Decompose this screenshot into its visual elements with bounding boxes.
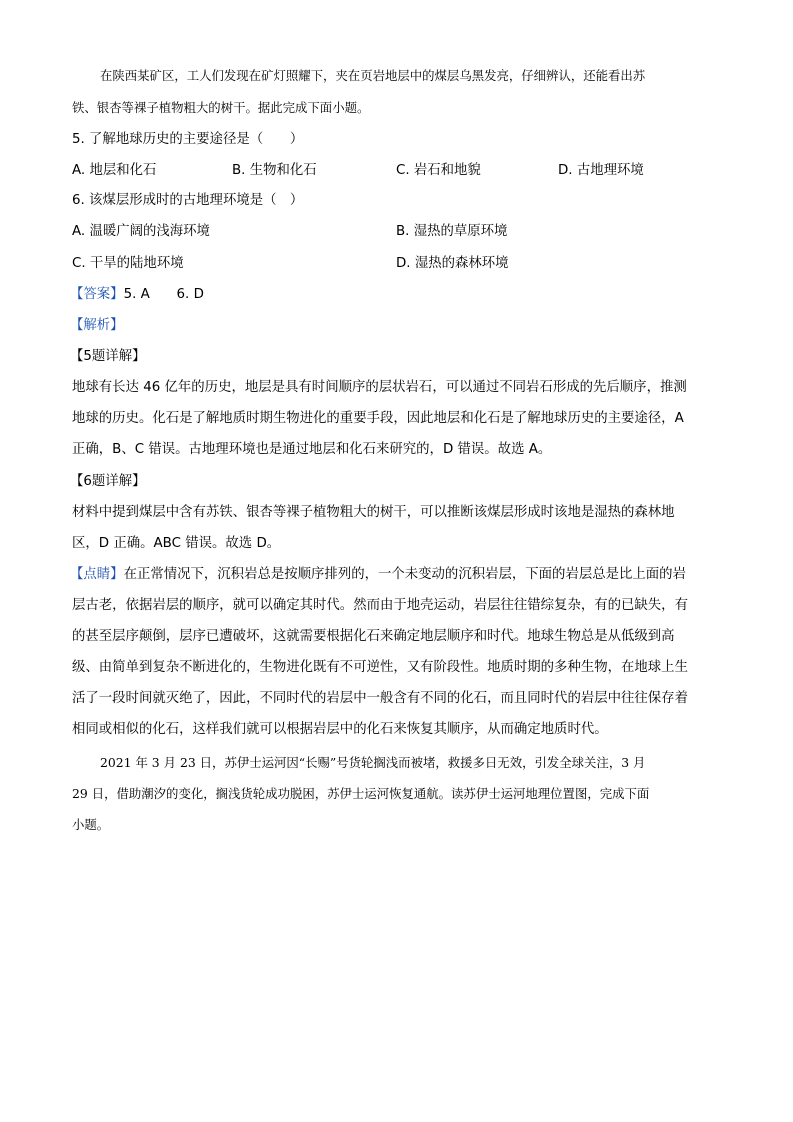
tips-line5: 活了一段时间就灭绝了，因此，不同时代的岩层中一般含有不同的化石，而且同时代的岩层中往往保存着 <box>72 691 688 706</box>
q6-option-b: B. 湿热的草原环境 <box>396 224 508 239</box>
analysis-tag: 【解析】 <box>70 318 124 333</box>
q5-option-a: A. 地层和化石 <box>72 163 157 178</box>
material2-line2: 29 日，借助潮汐的变化，搁浅货轮成功脱困，苏伊士运河恢复通航。读苏伊士运河地理位置图，完成下面 <box>72 786 650 801</box>
answer-tag: 【答案】 <box>70 287 124 302</box>
material2-line3: 小题。 <box>72 817 110 832</box>
tips-tag: 【点睛】 <box>70 567 124 582</box>
detail5-tag: 【5题详解】 <box>70 349 146 364</box>
detail6-line1: 材料中提到煤层中含有苏铁、银杏等裸子植物粗大的树干，可以推断该煤层形成时该地是湿热的森林地 <box>72 505 675 520</box>
q6-option-d: D. 湿热的森林环境 <box>396 256 509 271</box>
answer-line <box>70 285 204 305</box>
q5-stem: 5. 了解地球历史的主要途径是（ ） <box>72 132 304 147</box>
answer-value: 5. A 6. D <box>123 287 204 302</box>
material2-line1: 2021 年 3 月 23 日，苏伊士运河因“长赐”号货轮搁浅而被堵，救援多日无效，引发全球关注，3 月 <box>100 755 646 770</box>
detail6-tag: 【6题详解】 <box>70 474 146 489</box>
tips-line3: 的甚至层序颠倒，层序已遭破坏，这就需要根据化石来确定地层顺序和时代。地球生物总是从低级到高 <box>72 629 675 644</box>
tips-line6: 相同或相似的化石，这样我们就可以根据岩层中的化石来恢复其顺序，从而确定地质时代。 <box>72 722 608 737</box>
tips-text1: 在正常情况下，沉积岩总是按顺序排列的，一个未变动的沉积岩层，下面的岩层总是比上面的岩 <box>123 567 686 582</box>
q5-option-c: C. 岩石和地貌 <box>396 163 481 178</box>
tips-line4: 级、由简单到复杂不断进化的，生物进化既有不可逆性，又有阶段性。地质时期的多种生物，在地球上生 <box>72 660 688 675</box>
q6-stem: 6. 该煤层形成时的古地理环境是（ ） <box>72 193 304 208</box>
q6-option-c: C. 干旱的陆地环境 <box>72 256 184 271</box>
material1-line2: 铁、银杏等裸子植物粗大的树干。据此完成下面小题。 <box>72 100 370 115</box>
detail5-line2: 地球的历史。化石是了解地质时期生物进化的重要手段，因此地层和化石是了解地球历史的主要途径，A <box>72 411 684 426</box>
q5-option-d: D. 古地理环境 <box>558 163 644 178</box>
q6-option-a: A. 温暖广阔的浅海环境 <box>72 224 210 239</box>
material1-line1: 在陕西某矿区，工人们发现在矿灯照耀下，夹在页岩地层中的煤层乌黑发亮，仔细辨认，还能看出苏 <box>100 68 646 83</box>
tips-line2: 层古老，依据岩层的顺序，就可以确定其时代。然而由于地壳运动，岩层往往错综复杂，有的已缺失，有 <box>72 598 688 613</box>
detail6-line2: 区，D 正确。ABC 错误。故选 D。 <box>72 536 281 551</box>
detail5-line1: 地球有长达 46 亿年的历史，地层是具有时间顺序的层状岩石，可以通过不同岩石形成的先后顺序，推测 <box>72 380 687 395</box>
q5-option-b: B. 生物和化石 <box>232 163 317 178</box>
tips-line1 <box>70 565 686 585</box>
detail5-line3: 正确，B、C 错误。古地理环境也是通过地层和化石来研究的，D 错误。故选 A。 <box>72 442 552 457</box>
